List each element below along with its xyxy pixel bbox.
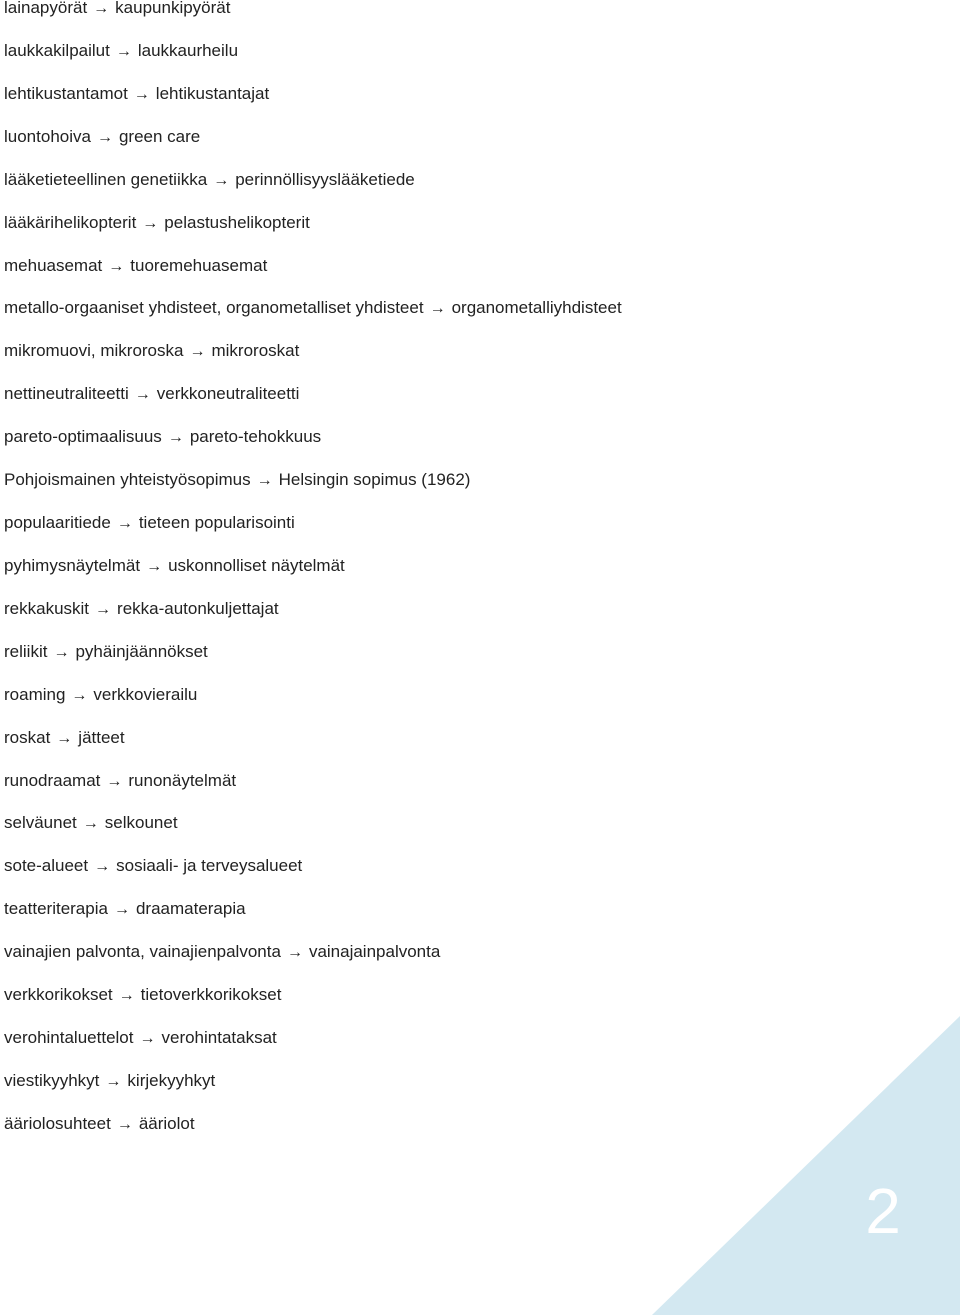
old-term: verohintaluettelot [4, 1028, 134, 1048]
term-entry [4, 640, 208, 664]
new-term: ääriolot [138, 1113, 195, 1133]
term-entry [4, 382, 299, 406]
right-arrow-icon: → [256, 472, 273, 490]
right-arrow-icon: → [106, 772, 123, 790]
old-term: populaaritiede [4, 513, 111, 533]
page-number: 2 [865, 1175, 901, 1247]
old-term: verkkorikokset [4, 985, 113, 1005]
new-term: tieteen popularisointi [138, 513, 295, 533]
right-arrow-icon: → [133, 85, 150, 103]
term-entry [4, 897, 246, 921]
old-term: sote-alueet [4, 856, 89, 876]
new-term: green care [118, 126, 201, 146]
old-term: viestikyyhkyt [4, 1071, 100, 1090]
right-arrow-icon: → [113, 901, 130, 919]
term-entry [4, 554, 345, 578]
right-arrow-icon: → [118, 987, 135, 1005]
old-term: lääketieteellinen genetiikka [4, 169, 208, 189]
term-entry [4, 769, 236, 793]
new-term: Helsingin sopimus (1962) [278, 470, 471, 490]
new-term: pelastushelikopterit [164, 212, 310, 232]
term-entry [4, 726, 125, 750]
term-entry [4, 1112, 195, 1136]
right-arrow-icon: → [142, 214, 159, 232]
right-arrow-icon: → [115, 42, 132, 60]
term-entry [4, 468, 470, 492]
new-term: laukkaurheilu [137, 40, 239, 60]
new-term: tuoremehuasemat [130, 255, 268, 275]
new-term: jätteet [78, 727, 125, 747]
right-arrow-icon: → [429, 300, 446, 318]
old-term: ääriolosuhteet [4, 1113, 111, 1133]
old-term: nettineutraliteetti [4, 384, 129, 404]
right-arrow-icon: → [286, 944, 303, 962]
right-arrow-icon: → [82, 815, 99, 833]
old-term: rekkakuskit [4, 598, 90, 618]
term-entry [4, 854, 302, 878]
right-arrow-icon: → [213, 171, 230, 189]
old-term: Pohjoismainen yhteistyösopimus [4, 470, 251, 490]
right-arrow-icon: → [189, 343, 206, 361]
right-arrow-icon: → [105, 1073, 122, 1090]
old-term: pareto-optimaalisuus [4, 427, 162, 447]
term-entry [4, 168, 415, 192]
new-term: verkkoneutraliteetti [156, 384, 300, 404]
old-term: roskat [4, 727, 51, 747]
old-term: selväunet [4, 813, 77, 833]
term-entry [4, 296, 622, 320]
old-term: lehtikustantamot [4, 83, 128, 103]
new-term: pyhäinjäännökset [75, 641, 208, 661]
term-entry [4, 940, 440, 964]
new-term: lehtikustantajat [155, 83, 270, 103]
new-term: kirjekyyhkyt [127, 1071, 216, 1090]
old-term: laukkakilpailut [4, 40, 110, 60]
old-term: lainapyörät [4, 0, 88, 17]
new-term: tietoverkkorikokset [140, 985, 282, 1005]
right-arrow-icon: → [53, 643, 70, 661]
new-term: perinnöllisyyslääketiede [235, 169, 415, 189]
right-arrow-icon: → [71, 686, 88, 704]
old-term: roaming [4, 684, 66, 704]
new-term: selkounet [104, 813, 178, 833]
right-arrow-icon: → [108, 257, 125, 275]
new-term: verohintataksat [161, 1028, 277, 1048]
right-arrow-icon: → [93, 0, 110, 17]
right-arrow-icon: → [134, 386, 151, 404]
right-arrow-icon: → [94, 858, 111, 876]
new-term: draamaterapia [135, 899, 246, 919]
right-arrow-icon: → [96, 128, 113, 146]
term-entry [4, 1026, 277, 1050]
term-entry [4, 211, 310, 235]
term-entry [4, 983, 281, 1007]
new-term: sosiaali- ja terveysalueet [116, 856, 303, 876]
new-term: pareto-tehokkuus [189, 427, 322, 447]
right-arrow-icon: → [56, 729, 73, 747]
term-entry [4, 1069, 215, 1093]
term-entry [4, 511, 295, 535]
old-term: mehuasemat [4, 255, 103, 275]
old-term: vainajien palvonta, vainajienpalvonta [4, 942, 281, 962]
corner-triangle [652, 1016, 960, 1315]
right-arrow-icon: → [167, 429, 184, 447]
term-entry [4, 811, 178, 835]
old-term: pyhimysnäytelmät [4, 555, 141, 575]
old-term: luontohoiva [4, 126, 91, 146]
term-entry [4, 125, 200, 149]
term-entry [4, 39, 238, 63]
new-term: vainajainpalvonta [308, 942, 441, 962]
old-term: lääkärihelikopterit [4, 212, 137, 232]
term-entry [4, 0, 230, 20]
term-entry [4, 683, 197, 707]
right-arrow-icon: → [116, 515, 133, 533]
old-term: reliikit [4, 641, 48, 661]
right-arrow-icon: → [116, 1115, 133, 1133]
term-entry [4, 597, 279, 621]
term-entry [4, 254, 267, 278]
term-entry [4, 425, 321, 449]
new-term: runonäytelmät [128, 770, 237, 790]
old-term: runodraamat [4, 770, 101, 790]
right-arrow-icon: → [95, 600, 112, 618]
new-term: kaupunkipyörät [115, 0, 231, 17]
new-term: rekka-autonkuljettajat [117, 598, 279, 618]
new-term: organometalliyhdisteet [451, 298, 622, 318]
old-term: teatteriterapia [4, 899, 108, 919]
new-term: mikroroskat [211, 341, 300, 361]
new-term: uskonnolliset näytelmät [168, 555, 345, 575]
term-entry [4, 339, 299, 363]
right-arrow-icon: → [146, 557, 163, 575]
right-arrow-icon: → [139, 1030, 156, 1048]
term-entry [4, 82, 269, 106]
old-term: mikromuovi, mikroroska [4, 341, 184, 361]
old-term: metallo-orgaaniset yhdisteet, organometalliset yhdisteet [4, 298, 424, 318]
new-term: verkkovierailu [93, 684, 198, 704]
